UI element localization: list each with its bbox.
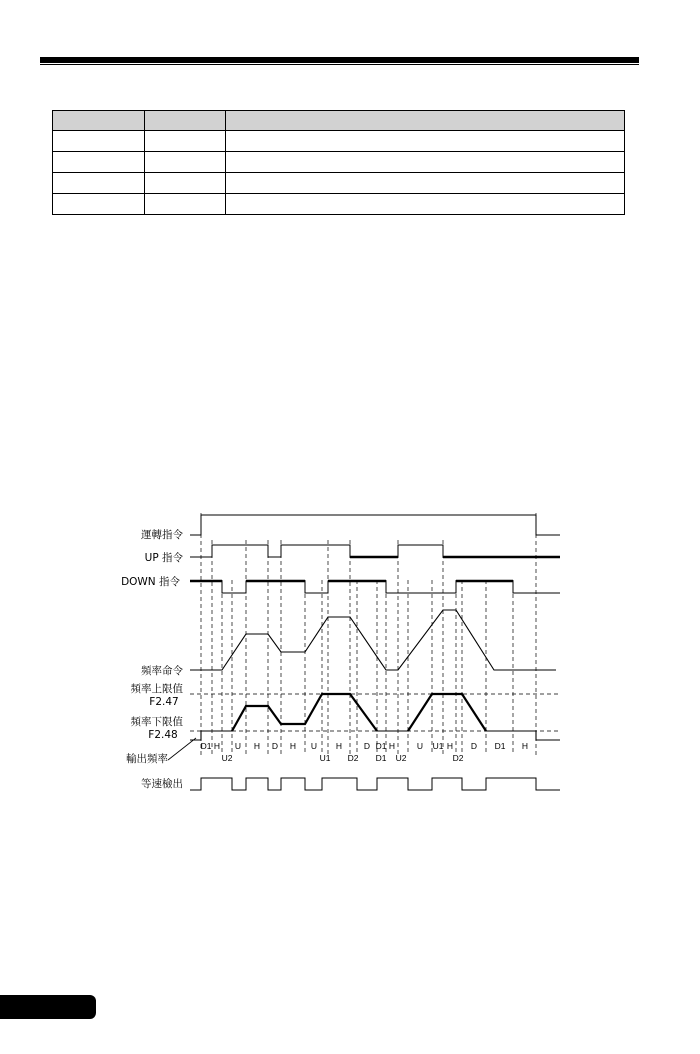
label-freq-cmd: 頻率命令 <box>141 665 183 677</box>
segment-labels-bottom <box>222 753 464 763</box>
seg-label: U <box>310 741 318 751</box>
label-const-speed: 等速檢出 <box>141 778 183 790</box>
seg-label: D1 <box>200 741 212 751</box>
seg-label: U1 <box>319 753 331 763</box>
seg-label: H <box>388 741 396 751</box>
table-cell <box>53 194 145 215</box>
header-bar <box>40 57 639 63</box>
seg-label: D2 <box>347 753 359 763</box>
seg-label: H <box>253 741 261 751</box>
seg-label: D <box>470 741 478 751</box>
seg-label: U2 <box>395 753 407 763</box>
table-cell <box>53 131 145 152</box>
label-up: UP 指令 <box>144 552 183 564</box>
seg-label: D2 <box>452 753 464 763</box>
seg-label: H <box>446 741 454 751</box>
seg-label: U <box>416 741 424 751</box>
seg-label: U2 <box>221 753 233 763</box>
table-cell <box>145 152 226 173</box>
label-upper-limit: 頻率上限值 <box>130 683 183 695</box>
freq-command-curve <box>190 610 556 670</box>
page-footer-tab <box>0 995 96 1019</box>
segment-labels-top <box>201 741 529 751</box>
table-header-cell <box>53 111 145 131</box>
table-row <box>53 131 625 152</box>
table-row <box>53 152 625 173</box>
table-cell <box>226 194 625 215</box>
output-freq-bold-2 <box>408 694 486 731</box>
header-rule <box>40 64 639 65</box>
output-freq-pointer <box>168 738 196 760</box>
seg-label: D1 <box>375 753 387 763</box>
const-speed-signal <box>190 778 560 790</box>
run-signal <box>190 515 560 535</box>
table-cell <box>53 173 145 194</box>
table-header-row <box>53 111 625 131</box>
seg-label: U <box>234 741 242 751</box>
seg-label: D <box>363 741 371 751</box>
up-signal <box>190 545 560 557</box>
table-row <box>53 194 625 215</box>
table-header-cell <box>145 111 226 131</box>
table-row <box>53 173 625 194</box>
label-lower-param: F2.48 <box>148 729 178 741</box>
label-run: 運轉指令 <box>141 529 183 541</box>
label-down: DOWN 指令 <box>121 576 180 588</box>
parameter-table <box>52 110 625 215</box>
label-lower-limit: 頻率下限值 <box>130 716 183 728</box>
table-cell <box>145 131 226 152</box>
seg-label: D <box>271 741 279 751</box>
table-cell <box>145 173 226 194</box>
label-upper-param: F2.47 <box>149 696 179 708</box>
output-freq-curve <box>190 694 560 740</box>
output-freq-bold-1 <box>232 694 377 731</box>
seg-label: D1 <box>494 741 506 751</box>
seg-label: H <box>521 741 529 751</box>
down-signal <box>190 581 560 593</box>
seg-label: H <box>335 741 343 751</box>
seg-label: H <box>213 741 221 751</box>
seg-label: U1 <box>432 741 444 751</box>
seg-label: D1 <box>375 741 387 751</box>
table-cell <box>53 152 145 173</box>
timing-diagram <box>0 500 700 800</box>
table-cell <box>226 131 625 152</box>
table-header-cell <box>226 111 625 131</box>
label-output-freq: 輸出頻率 <box>126 753 168 765</box>
table-cell <box>145 194 226 215</box>
seg-label: H <box>289 741 297 751</box>
table-cell <box>226 173 625 194</box>
table-cell <box>226 152 625 173</box>
